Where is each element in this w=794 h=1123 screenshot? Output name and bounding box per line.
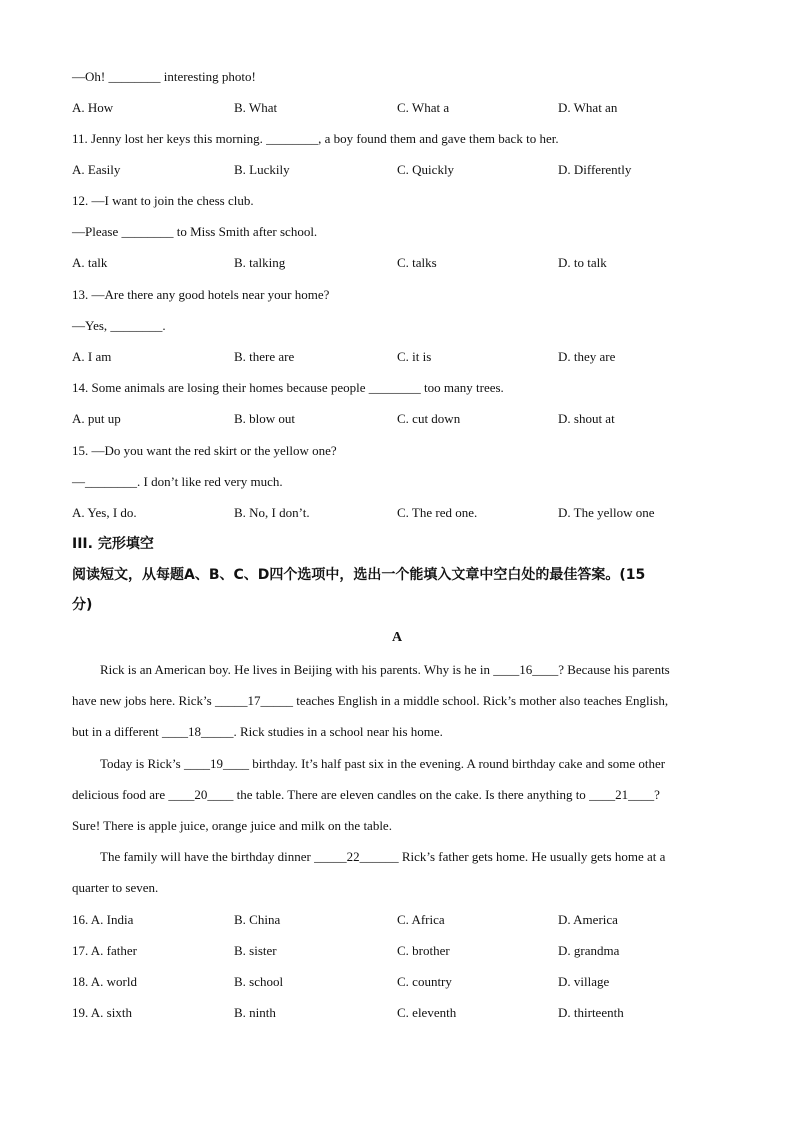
option-d[interactable]: D. What an — [558, 100, 618, 115]
blank-16[interactable]: ____16____ — [493, 662, 559, 677]
passage-p1-line3 — [72, 723, 722, 741]
option-a[interactable]: A. How — [72, 100, 114, 115]
option-a[interactable]: 17. A. father — [72, 943, 137, 958]
passage-text: Today is Rick’s — [100, 756, 184, 771]
option-d[interactable]: D. to talk — [558, 255, 607, 270]
option-a[interactable]: 18. A. world — [72, 974, 137, 989]
option-d[interactable]: D. shout at — [558, 411, 615, 426]
q14-stem: 14. Some animals are losing their homes because people ________ too many trees. — [72, 380, 504, 395]
passage-text: teaches English in a middle school. Rick’s mother also teaches English, — [292, 693, 669, 708]
option-c[interactable]: C. Africa — [397, 912, 445, 927]
option-a[interactable]: 16. A. India — [72, 912, 134, 927]
passage-p3-line2: quarter to seven. — [72, 880, 159, 895]
option-b[interactable]: B. What — [234, 100, 278, 115]
passage-p2-line2 — [72, 786, 722, 804]
option-d[interactable]: D. they are — [558, 349, 616, 364]
q15-stem-2: —________. I don’t like red very much. — [72, 474, 283, 489]
q12-stem-1: 12. —I want to join the chess club. — [72, 193, 254, 208]
option-a[interactable]: A. Easily — [72, 162, 121, 177]
passage-text: . Rick studies in a school near his home. — [233, 724, 443, 739]
passage-p3-line1 — [100, 848, 750, 866]
q11-stem: 11. Jenny lost her keys this morning. ________, a boy found them and gave them back to her. — [72, 131, 559, 146]
section-instruction-1: 阅读短文，从每题A、B、C、D四个选项中，选出一个能填入文章中空白处的最佳答案。(15 — [72, 567, 646, 583]
option-a[interactable]: A. I am — [72, 349, 112, 364]
blank-21[interactable]: ____21____ — [589, 787, 655, 802]
option-a[interactable]: 19. A. sixth — [72, 1005, 132, 1020]
option-b[interactable]: B. talking — [234, 255, 286, 270]
option-b[interactable]: B. Luckily — [234, 162, 290, 177]
blank-17[interactable]: _____17_____ — [214, 693, 293, 708]
blank-18[interactable]: ____18_____ — [162, 724, 234, 739]
section-instruction-2: 分) — [72, 597, 93, 613]
option-d[interactable]: D. America — [558, 912, 618, 927]
passage-text: The family will have the birthday dinner — [100, 849, 315, 864]
option-c[interactable]: C. it is — [397, 349, 432, 364]
q10-stem: —Oh! ________ interesting photo! — [72, 69, 256, 84]
blank-22[interactable]: _____22______ — [314, 849, 399, 864]
option-d[interactable]: D. Differently — [558, 162, 632, 177]
option-b[interactable]: B. blow out — [234, 411, 296, 426]
passage-text: birthday. It’s half past six in the evening. A round birthday cake and some other — [248, 756, 666, 771]
q13-stem-2: —Yes, ________. — [72, 318, 166, 333]
passage-p1-line2 — [72, 692, 722, 710]
option-a[interactable]: A. talk — [72, 255, 108, 270]
passage-text: Rick’s father gets home. He usually gets home at a — [398, 849, 666, 864]
option-b[interactable]: B. there are — [234, 349, 295, 364]
option-c[interactable]: C. cut down — [397, 411, 461, 426]
option-d[interactable]: D. thirteenth — [558, 1005, 624, 1020]
option-a[interactable]: A. put up — [72, 411, 121, 426]
passage-p2-line3: Sure! There is apple juice, orange juice and milk on the table. — [72, 818, 392, 833]
option-b[interactable]: B. China — [234, 912, 281, 927]
option-d[interactable]: D. village — [558, 974, 610, 989]
passage-text: but in a different — [72, 724, 163, 739]
option-a[interactable]: A. Yes, I do. — [72, 505, 137, 520]
passage-text: ? Because his parents — [558, 662, 670, 677]
passage-label: A — [391, 630, 403, 645]
passage-text: delicious food are — [72, 787, 169, 802]
option-d[interactable]: D. The yellow one — [558, 505, 655, 520]
q13-stem-1: 13. —Are there any good hotels near your home? — [72, 287, 330, 302]
q12-stem-2: —Please ________ to Miss Smith after school. — [72, 224, 318, 239]
q15-stem-1: 15. —Do you want the red skirt or the yellow one? — [72, 443, 337, 458]
option-c[interactable]: C. country — [397, 974, 452, 989]
blank-20[interactable]: ____20____ — [168, 787, 234, 802]
option-c[interactable]: C. brother — [397, 943, 450, 958]
passage-p1-line1 — [100, 661, 750, 679]
option-b[interactable]: B. No, I don’t. — [234, 505, 310, 520]
option-b[interactable]: B. sister — [234, 943, 277, 958]
option-d[interactable]: D. grandma — [558, 943, 620, 958]
passage-text: Rick is an American boy. He lives in Beijing with his parents. Why is he in — [100, 662, 494, 677]
passage-p2-line1 — [100, 755, 750, 773]
option-c[interactable]: C. eleventh — [397, 1005, 457, 1020]
option-c[interactable]: C. Quickly — [397, 162, 455, 177]
option-b[interactable]: B. ninth — [234, 1005, 276, 1020]
blank-19[interactable]: ____19____ — [183, 756, 249, 771]
passage-text: the table. There are eleven candles on the cake. Is there anything to — [233, 787, 590, 802]
section-heading: III. 完形填空 — [72, 536, 154, 552]
passage-text: have new jobs here. Rick’s — [72, 693, 215, 708]
option-c[interactable]: C. What a — [397, 100, 450, 115]
option-c[interactable]: C. talks — [397, 255, 437, 270]
option-c[interactable]: C. The red one. — [397, 505, 478, 520]
passage-text: ? — [654, 787, 660, 802]
option-b[interactable]: B. school — [234, 974, 284, 989]
